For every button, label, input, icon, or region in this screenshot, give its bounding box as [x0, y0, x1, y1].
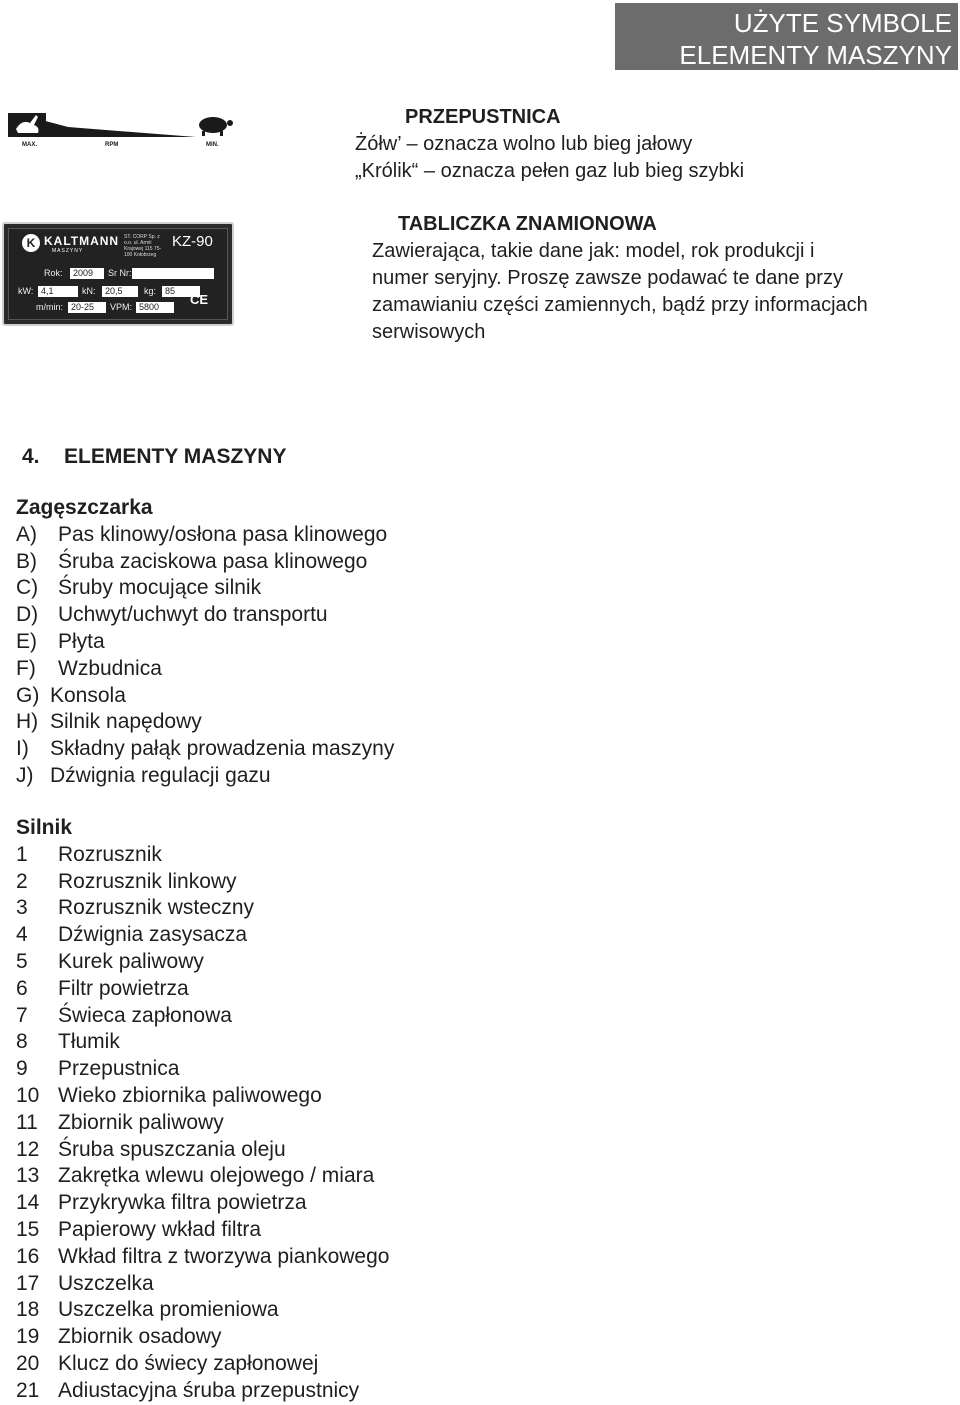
item-label: 15	[16, 1217, 40, 1241]
item-text: Przykrywka filtra powietrza	[58, 1191, 307, 1215]
item-label: E)	[16, 629, 37, 653]
plate-mmin-value: 20-25	[68, 302, 106, 313]
item-text: Papierowy wkład filtra	[58, 1217, 262, 1241]
item-text: Rozrusznik linkowy	[58, 869, 237, 893]
item-text: Śruba spuszczania oleju	[58, 1137, 286, 1161]
rating-plate-title: TABLICZKA ZNAMIONOWA	[398, 213, 657, 235]
throttle-rpm-label: RPM	[105, 142, 119, 148]
rating-plate-description	[372, 211, 942, 346]
list-item	[16, 1029, 389, 1056]
item-label: 18	[16, 1298, 40, 1322]
engine-parts-list	[16, 815, 389, 1405]
item-label: 6	[16, 976, 28, 1000]
item-label: 12	[16, 1137, 40, 1161]
ce-mark-icon: CE	[190, 292, 209, 307]
list-item	[16, 1110, 389, 1137]
item-text: Uszczelka promieniowa	[58, 1298, 279, 1322]
list-item	[16, 1244, 389, 1271]
item-label: 1	[16, 842, 28, 866]
item-label: 20	[16, 1351, 40, 1375]
list-item	[16, 1297, 389, 1324]
turtle-leg-1	[202, 131, 205, 136]
list-item	[16, 575, 394, 602]
item-label: A)	[16, 522, 37, 546]
rating-plate-line-4: serwisowych	[372, 321, 486, 343]
item-text: Klucz do świecy zapłonowej	[58, 1351, 319, 1375]
plate-kw-label: kW:	[18, 286, 34, 296]
item-text: Przepustnica	[58, 1057, 180, 1081]
header-line-elements: ELEMENTY MASZYNY	[679, 40, 952, 70]
header-line-symbols: UŻYTE SYMBOLE	[733, 8, 952, 38]
rating-plate-line-1: Zawierająca, takie dane jak: model, rok produkcji i	[372, 240, 815, 262]
item-label: 4	[16, 923, 28, 947]
plate-kg-value: 85	[162, 286, 200, 297]
item-text: Wieko zbiornika paliwowego	[58, 1083, 322, 1107]
list-item	[16, 1271, 389, 1298]
item-text: Rozrusznik	[58, 842, 162, 866]
list-item	[16, 1003, 389, 1030]
turtle-leg-2	[220, 131, 223, 136]
item-text: Dźwignia regulacji gazu	[50, 763, 271, 787]
list-item	[16, 656, 394, 683]
section-heading	[22, 445, 286, 469]
list-item	[16, 736, 394, 763]
turtle-icon	[199, 117, 227, 133]
item-text: Pas klinowy/osłona pasa klinowego	[58, 522, 388, 546]
item-text: Kurek paliwowy	[58, 949, 204, 973]
plate-kn-label: kN:	[82, 286, 96, 296]
list-item	[16, 602, 394, 629]
plate-kn-value: 20,5	[102, 286, 138, 297]
item-label: 9	[16, 1057, 28, 1081]
item-label: 14	[16, 1191, 40, 1215]
item-label: 10	[16, 1083, 40, 1107]
item-label: 17	[16, 1271, 40, 1295]
list-item	[16, 1163, 389, 1190]
list-item	[16, 895, 389, 922]
list-item	[16, 629, 394, 656]
throttle-min-label: MIN.	[206, 142, 219, 148]
item-label: C)	[16, 576, 39, 600]
plate-vpm-label: VPM:	[110, 302, 133, 312]
item-text: Śruby mocujące silnik	[58, 576, 262, 600]
list-item	[16, 869, 389, 896]
list-item	[16, 949, 389, 976]
plate-address: ST. CORP Sp. z o.o. ul. Armii Krajowej 115 75-100 Kołobrzeg	[124, 234, 162, 258]
item-label: 13	[16, 1164, 40, 1188]
compactor-heading: Zagęszczarka	[16, 496, 153, 519]
plate-brand: KALTMANN	[44, 234, 120, 248]
item-label: G)	[16, 683, 40, 707]
item-label: 11	[16, 1110, 38, 1134]
list-item	[16, 1378, 389, 1405]
list-item	[16, 683, 394, 710]
list-item	[16, 1190, 389, 1217]
list-item	[16, 1351, 389, 1378]
section-title: ELEMENTY MASZYNY	[64, 445, 287, 468]
throttle-symbol-graphic	[8, 105, 233, 150]
item-text: Składny pałąk prowadzenia maszyny	[50, 737, 395, 761]
list-item	[16, 1324, 389, 1351]
item-text: Uchwyt/uchwyt do transportu	[58, 603, 328, 627]
throttle-max-label: MAX.	[22, 142, 37, 148]
plate-mmin-label: m/min:	[36, 302, 63, 312]
list-item	[16, 549, 394, 576]
list-item	[16, 1137, 389, 1164]
kaltmann-logo-icon: K	[22, 234, 40, 252]
item-label: F)	[16, 656, 36, 680]
item-text: Zbiornik paliwowy	[58, 1110, 224, 1134]
throttle-title: PRZEPUSTNICA	[405, 106, 561, 128]
item-label: 2	[16, 869, 28, 893]
item-text: Filtr powietrza	[58, 976, 189, 1000]
compactor-parts-list	[16, 495, 394, 790]
plate-rok-label: Rok:	[44, 268, 63, 278]
item-label: 19	[16, 1325, 40, 1349]
item-text: Tłumik	[58, 1030, 120, 1054]
item-label: 21	[16, 1378, 40, 1402]
plate-kw-value: 4,1	[38, 286, 78, 297]
item-label: 7	[16, 1003, 28, 1027]
item-text: Wzbudnica	[58, 656, 162, 680]
list-item	[16, 1056, 389, 1083]
item-label: 16	[16, 1244, 40, 1268]
plate-srnr-value	[132, 268, 214, 279]
item-label: I)	[16, 737, 29, 761]
item-label: H)	[16, 710, 39, 734]
item-text: Uszczelka	[58, 1271, 154, 1295]
throttle-line-turtle: Żółw’ – oznacza wolno lub bieg jałowy	[355, 133, 693, 155]
plate-rok-value: 2009	[70, 268, 104, 279]
item-label: 3	[16, 896, 28, 920]
rating-plate-line-2: numer seryjny. Proszę zawsze podawać te dane przy	[372, 267, 843, 289]
list-item	[16, 1083, 389, 1110]
throttle-description	[355, 104, 744, 185]
rating-plate-line-3: zamawianiu części zamiennych, bądź przy informacjach	[372, 294, 868, 316]
item-text: Śruba zaciskowa pasa klinowego	[58, 549, 368, 573]
item-text: Adiustacyjna śruba przepustnicy	[58, 1378, 360, 1402]
list-item	[16, 922, 389, 949]
throttle-line-rabbit: „Królik“ – oznacza pełen gaz lub bieg szybki	[355, 160, 745, 182]
item-text: Zbiornik osadowy	[58, 1325, 222, 1349]
item-text: Świeca zapłonowa	[58, 1003, 232, 1027]
turtle-head	[227, 120, 233, 126]
plate-srnr-label: Sr Nr:	[108, 268, 132, 278]
item-label: B)	[16, 549, 37, 573]
rating-plate-image	[2, 222, 234, 326]
list-item	[16, 1217, 389, 1244]
engine-heading: Silnik	[16, 816, 73, 839]
item-label: J)	[16, 763, 34, 787]
list-item	[16, 709, 394, 736]
item-label: D)	[16, 603, 39, 627]
list-item	[16, 842, 389, 869]
plate-vpm-value: 5800	[136, 302, 174, 313]
page-header-box	[615, 3, 958, 70]
list-item	[16, 976, 389, 1003]
item-label: 5	[16, 949, 28, 973]
item-text: Wkład filtra z tworzywa piankowego	[58, 1244, 390, 1268]
item-text: Dźwignia zasysacza	[58, 923, 248, 947]
item-text: Konsola	[50, 683, 126, 707]
plate-brand-sub: MASZYNY	[52, 248, 84, 254]
section-number: 4.	[22, 445, 40, 468]
list-item	[16, 522, 394, 549]
plate-kg-label: kg:	[144, 286, 157, 296]
item-label: 8	[16, 1030, 28, 1054]
item-text: Zakrętka wlewu olejowego / miara	[58, 1164, 375, 1188]
item-text: Rozrusznik wsteczny	[58, 896, 255, 920]
item-text: Silnik napędowy	[50, 710, 202, 734]
plate-model: KZ-90	[172, 233, 213, 250]
item-text: Płyta	[58, 629, 105, 653]
list-item	[16, 763, 394, 790]
